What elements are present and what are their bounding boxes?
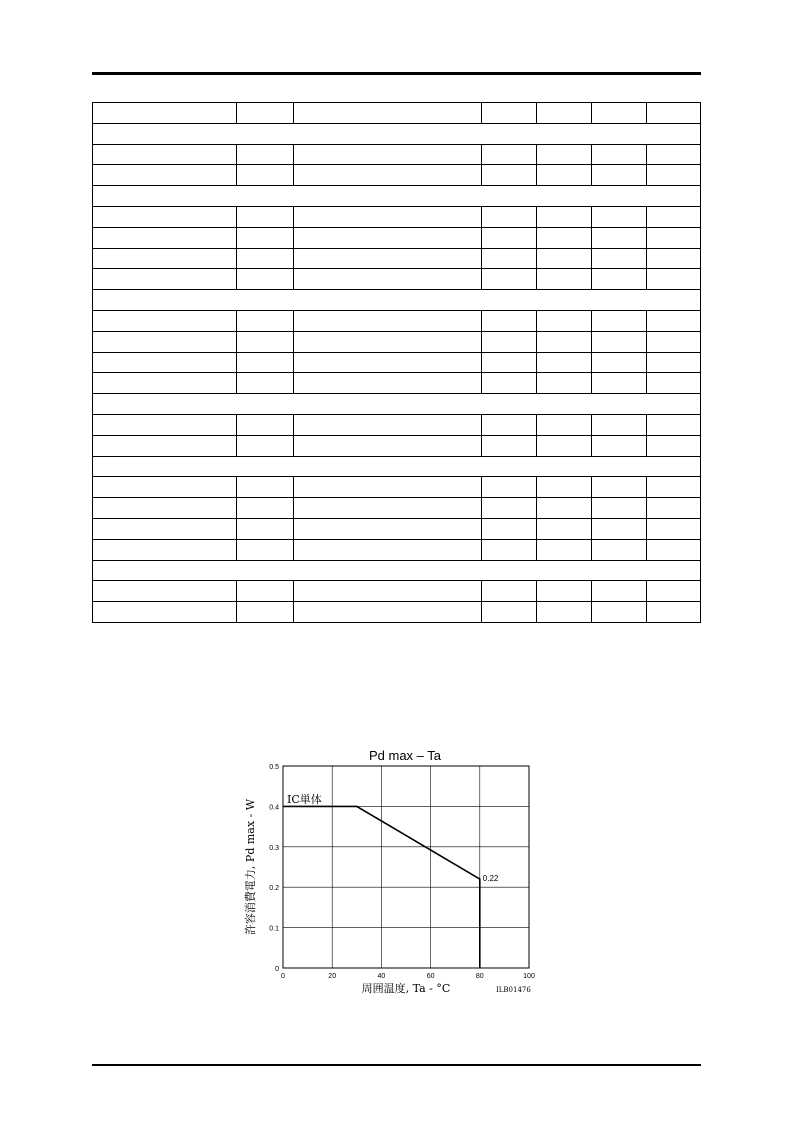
table-cell bbox=[592, 227, 647, 248]
table-cell bbox=[592, 373, 647, 394]
table-cell bbox=[647, 165, 701, 186]
section-row bbox=[93, 186, 701, 207]
table-cell bbox=[237, 498, 294, 519]
table-cell bbox=[237, 477, 294, 498]
table-cell bbox=[294, 352, 482, 373]
table-cell bbox=[647, 310, 701, 331]
table-cell bbox=[294, 103, 482, 124]
table-cell bbox=[482, 498, 537, 519]
table-cell bbox=[482, 144, 537, 165]
table-row bbox=[93, 581, 701, 602]
table-cell bbox=[537, 518, 592, 539]
table-row bbox=[93, 435, 701, 456]
table-cell bbox=[237, 227, 294, 248]
table-cell bbox=[237, 435, 294, 456]
x-tick-label: 100 bbox=[523, 973, 535, 980]
table-cell bbox=[93, 144, 237, 165]
table-cell bbox=[537, 477, 592, 498]
table-cell bbox=[93, 477, 237, 498]
table-row bbox=[93, 206, 701, 227]
table-cell bbox=[482, 373, 537, 394]
table-row bbox=[93, 144, 701, 165]
table-cell bbox=[482, 435, 537, 456]
table-cell bbox=[647, 373, 701, 394]
table-cell bbox=[93, 414, 237, 435]
table-cell bbox=[537, 165, 592, 186]
y-tick-label: 0.2 bbox=[269, 885, 279, 893]
table-row bbox=[93, 269, 701, 290]
table-cell bbox=[482, 581, 537, 602]
y-tick-label: 0.4 bbox=[269, 804, 279, 812]
table-cell bbox=[592, 498, 647, 519]
table-cell bbox=[647, 477, 701, 498]
x-tick-labels bbox=[281, 973, 535, 980]
table-cell bbox=[294, 310, 482, 331]
section-row bbox=[93, 123, 701, 144]
table-cell bbox=[294, 373, 482, 394]
section-row bbox=[93, 456, 701, 477]
y-axis-label: 許容消費電力, Pd max - W bbox=[244, 798, 257, 936]
table-cell bbox=[482, 352, 537, 373]
table-cell bbox=[592, 269, 647, 290]
table-cell bbox=[93, 352, 237, 373]
table-cell bbox=[294, 498, 482, 519]
section-cell bbox=[93, 394, 701, 415]
table-cell bbox=[537, 352, 592, 373]
chart-title: Pd max – Ta bbox=[368, 748, 442, 763]
table-cell bbox=[537, 331, 592, 352]
table-cell bbox=[647, 581, 701, 602]
table-cell bbox=[592, 435, 647, 456]
header-rule bbox=[92, 72, 701, 75]
table-cell bbox=[93, 539, 237, 560]
table-cell bbox=[93, 331, 237, 352]
table-cell bbox=[237, 269, 294, 290]
table-cell bbox=[482, 248, 537, 269]
table-cell bbox=[647, 103, 701, 124]
table-cell bbox=[537, 103, 592, 124]
table-cell bbox=[537, 414, 592, 435]
table-cell bbox=[647, 269, 701, 290]
table-cell bbox=[647, 331, 701, 352]
y-tick-label: 0.3 bbox=[269, 844, 279, 852]
table-cell bbox=[647, 248, 701, 269]
table-cell bbox=[294, 414, 482, 435]
table-cell bbox=[294, 518, 482, 539]
table-cell bbox=[237, 144, 294, 165]
table-row bbox=[93, 602, 701, 623]
table-cell bbox=[592, 165, 647, 186]
table-cell bbox=[93, 435, 237, 456]
section-cell bbox=[93, 560, 701, 581]
table-cell bbox=[294, 165, 482, 186]
table-cell bbox=[537, 373, 592, 394]
section-cell bbox=[93, 290, 701, 311]
x-tick-label: 40 bbox=[377, 973, 386, 980]
table-cell bbox=[294, 227, 482, 248]
table-cell bbox=[482, 206, 537, 227]
table-cell bbox=[537, 269, 592, 290]
table-cell bbox=[647, 352, 701, 373]
table-cell bbox=[237, 331, 294, 352]
y-tick-labels bbox=[269, 764, 279, 973]
table-cell bbox=[93, 227, 237, 248]
table-cell bbox=[237, 602, 294, 623]
table-cell bbox=[294, 144, 482, 165]
table-cell bbox=[592, 602, 647, 623]
table-cell bbox=[592, 539, 647, 560]
table-cell bbox=[537, 248, 592, 269]
table-cell bbox=[482, 227, 537, 248]
figure-id: ILB01476 bbox=[496, 986, 531, 994]
table-cell bbox=[237, 165, 294, 186]
table-cell bbox=[537, 144, 592, 165]
table-cell bbox=[647, 518, 701, 539]
table-cell bbox=[93, 269, 237, 290]
table-cell bbox=[482, 477, 537, 498]
table-cell bbox=[647, 227, 701, 248]
annotation-label: 0.22 bbox=[482, 874, 499, 884]
table-cell bbox=[482, 103, 537, 124]
section-row bbox=[93, 560, 701, 581]
table-cell bbox=[482, 414, 537, 435]
table-row bbox=[93, 310, 701, 331]
table-cell bbox=[237, 248, 294, 269]
table-cell bbox=[647, 206, 701, 227]
table-row bbox=[93, 498, 701, 519]
table-cell bbox=[537, 310, 592, 331]
x-axis-label: 周囲温度, Ta - °C bbox=[361, 982, 451, 995]
table-cell bbox=[294, 539, 482, 560]
table-cell bbox=[294, 477, 482, 498]
spec-table bbox=[92, 102, 701, 623]
table-cell bbox=[482, 518, 537, 539]
section-cell bbox=[93, 186, 701, 207]
pd-max-ta-chart bbox=[240, 745, 540, 995]
table-cell bbox=[537, 206, 592, 227]
table-cell bbox=[294, 331, 482, 352]
section-row bbox=[93, 394, 701, 415]
table-cell bbox=[592, 310, 647, 331]
series-label: IC単体 bbox=[287, 793, 322, 806]
table-cell bbox=[592, 581, 647, 602]
y-tick-label: 0.1 bbox=[269, 925, 279, 933]
table-cell bbox=[93, 206, 237, 227]
table-cell bbox=[93, 518, 237, 539]
table-row bbox=[93, 331, 701, 352]
table-cell bbox=[592, 144, 647, 165]
table-cell bbox=[93, 602, 237, 623]
table-cell bbox=[294, 269, 482, 290]
table-cell bbox=[482, 269, 537, 290]
table-cell bbox=[592, 477, 647, 498]
table-row bbox=[93, 227, 701, 248]
table-cell bbox=[294, 581, 482, 602]
table-cell bbox=[237, 206, 294, 227]
x-tick-label: 60 bbox=[426, 973, 435, 980]
x-tick-label: 80 bbox=[475, 973, 484, 980]
table-cell bbox=[647, 144, 701, 165]
table-cell bbox=[93, 373, 237, 394]
table-cell bbox=[592, 248, 647, 269]
table-cell bbox=[294, 248, 482, 269]
table-cell bbox=[237, 352, 294, 373]
table-cell bbox=[294, 206, 482, 227]
table-cell bbox=[537, 498, 592, 519]
table-cell bbox=[482, 331, 537, 352]
table-cell bbox=[237, 103, 294, 124]
table-cell bbox=[482, 310, 537, 331]
table-cell bbox=[93, 310, 237, 331]
table-cell bbox=[592, 518, 647, 539]
table-cell bbox=[237, 539, 294, 560]
table-cell bbox=[537, 435, 592, 456]
table-cell bbox=[482, 602, 537, 623]
x-tick-label: 0 bbox=[281, 973, 285, 980]
y-tick-label: 0.5 bbox=[269, 764, 279, 771]
table-cell bbox=[537, 581, 592, 602]
table-cell bbox=[237, 518, 294, 539]
table-cell bbox=[537, 539, 592, 560]
table-cell bbox=[237, 414, 294, 435]
table-cell bbox=[93, 165, 237, 186]
footer-rule bbox=[92, 1064, 701, 1066]
table-cell bbox=[647, 539, 701, 560]
table-cell bbox=[93, 581, 237, 602]
table-cell bbox=[592, 352, 647, 373]
table-cell bbox=[237, 310, 294, 331]
y-tick-label: 0 bbox=[275, 966, 279, 973]
table-cell bbox=[294, 435, 482, 456]
section-cell bbox=[93, 123, 701, 144]
table-cell bbox=[237, 373, 294, 394]
table-cell bbox=[537, 602, 592, 623]
table-row bbox=[93, 539, 701, 560]
section-row bbox=[93, 290, 701, 311]
table-cell bbox=[482, 539, 537, 560]
table-cell bbox=[592, 206, 647, 227]
table-cell bbox=[93, 103, 237, 124]
table-cell bbox=[592, 331, 647, 352]
table-row bbox=[93, 103, 701, 124]
table-cell bbox=[93, 248, 237, 269]
table-cell bbox=[647, 435, 701, 456]
table-row bbox=[93, 248, 701, 269]
table-row bbox=[93, 477, 701, 498]
table-cell bbox=[537, 227, 592, 248]
table-row bbox=[93, 518, 701, 539]
table-row bbox=[93, 373, 701, 394]
table-cell bbox=[647, 498, 701, 519]
section-cell bbox=[93, 456, 701, 477]
table-row bbox=[93, 352, 701, 373]
table-cell bbox=[592, 103, 647, 124]
table-cell bbox=[592, 414, 647, 435]
table-cell bbox=[237, 581, 294, 602]
table-cell bbox=[647, 414, 701, 435]
table-cell bbox=[482, 165, 537, 186]
table-cell bbox=[93, 498, 237, 519]
table-cell bbox=[294, 602, 482, 623]
table-row bbox=[93, 165, 701, 186]
table-cell bbox=[647, 602, 701, 623]
x-tick-label: 20 bbox=[328, 973, 337, 980]
table-row bbox=[93, 414, 701, 435]
